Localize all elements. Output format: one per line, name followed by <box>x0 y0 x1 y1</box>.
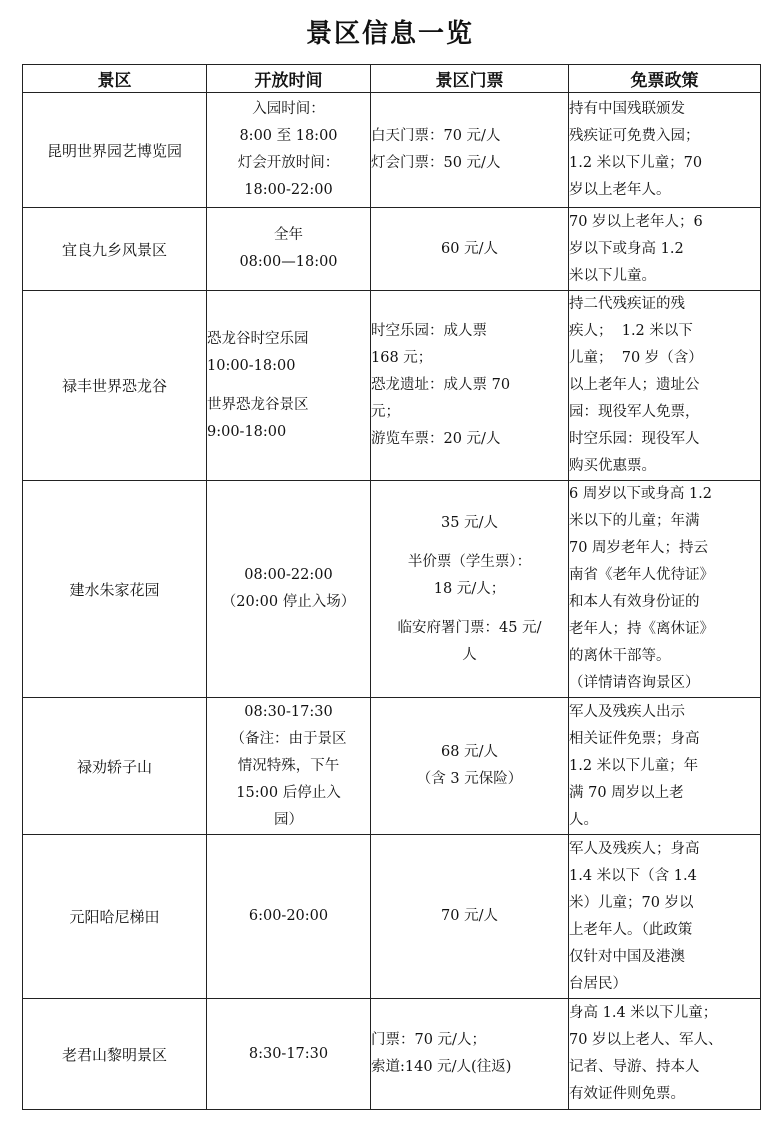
hours-line: 18:00-22:00 <box>244 182 333 198</box>
hours-line: 灯会开放时间： <box>237 155 340 171</box>
header-spot: 景区 <box>23 65 207 93</box>
ticket-cell <box>371 999 569 1110</box>
table-row <box>23 291 761 481</box>
hours-line: 园） <box>274 811 303 828</box>
hours-line: 全年 <box>274 227 303 243</box>
policy-line: 米以下儿童。 <box>569 267 656 284</box>
policy-line: 老年人；持《离休证》 <box>569 621 714 637</box>
ticket-line: 人 <box>462 646 477 663</box>
hours-cell <box>207 698 371 835</box>
policy-line: 和本人有效身份证的 <box>569 594 700 610</box>
header-policy: 免票政策 <box>569 65 761 93</box>
policy-line: 1.2 米以下儿童；70 <box>569 155 703 171</box>
table-row <box>23 835 761 999</box>
policy-line: 南省《老年人优待证》 <box>569 567 714 583</box>
hours-line: 6:00-20:00 <box>248 908 329 924</box>
policy-line: 米）儿童；70 岁以 <box>569 894 694 911</box>
spot-name: 宜良九乡风景区 <box>23 208 207 291</box>
policy-line: 有效证件则免票。 <box>569 1086 685 1102</box>
hours-line: （备注：由于景区 <box>230 730 347 747</box>
policy-line: 相关证件免票；身高 <box>569 730 700 747</box>
ticket-line: 白天门票：70 元/人 <box>371 128 501 144</box>
policy-line: 岁以下或身高 1.2 <box>569 240 684 257</box>
hours-cell <box>207 93 371 208</box>
policy-line: 持有中国残联颁发 <box>569 101 685 117</box>
hours-line: 恐龙谷时空乐园 <box>207 330 309 347</box>
spacer <box>371 537 568 549</box>
spot-name: 禄劝轿子山 <box>23 698 207 835</box>
policy-line: 时空乐园：现役军人 <box>569 431 700 447</box>
ticket-cell <box>371 481 569 698</box>
policy-line: 米以下的儿童；年满 <box>569 513 700 529</box>
policy-line: 70 岁以上老人、军人、 <box>569 1032 723 1048</box>
policy-line: 上老年人。（此政策 <box>569 921 693 938</box>
spacer <box>371 603 568 615</box>
policy-cell <box>569 481 761 698</box>
ticket-cell <box>371 291 569 481</box>
policy-line: 70 周岁老年人；持云 <box>569 540 709 556</box>
table-row <box>23 93 761 208</box>
hours-cell <box>207 835 371 999</box>
page-title: 景区信息一览 <box>305 19 474 49</box>
hours-line: 情况特殊，下午 <box>237 757 340 774</box>
ticket-line: 168 元； <box>371 350 433 366</box>
policy-line: 仅针对中国及港澳 <box>569 948 685 965</box>
policy-cell <box>569 208 761 291</box>
ticket-line: 半价票（学生票）： <box>407 553 532 570</box>
policy-line: 岁以上老年人。 <box>569 182 671 198</box>
scenic-info-table <box>22 64 761 1110</box>
table-row <box>23 698 761 835</box>
ticket-line: 68 元/人 <box>441 744 498 760</box>
hours-cell <box>207 208 371 291</box>
policy-cell <box>569 835 761 999</box>
ticket-line: 18 元/人； <box>433 580 506 597</box>
table-row <box>23 208 761 291</box>
ticket-line: 灯会门票：50 元/人 <box>371 155 501 171</box>
table-row <box>23 481 761 698</box>
policy-line: 6 周岁以下或身高 1.2 <box>569 486 713 502</box>
policy-line: 疾人； 1.2 米以下 <box>569 323 693 339</box>
ticket-line: 恐龙遗址：成人票 70 <box>371 377 511 393</box>
hours-line: 08:00-22:00 <box>244 567 333 583</box>
hours-cell <box>207 999 371 1110</box>
policy-cell <box>569 93 761 208</box>
policy-line: 儿童； 70 岁（含） <box>569 350 703 366</box>
spot-name: 禄丰世界恐龙谷 <box>23 291 207 481</box>
policy-line: 记者、导游、持本人 <box>569 1059 700 1075</box>
policy-line: 残疾证可免费入园； <box>569 128 700 144</box>
ticket-cell <box>371 208 569 291</box>
ticket-line: 70 元/人 <box>441 908 498 924</box>
policy-line: 70 岁以上老年人；6 <box>569 213 703 230</box>
policy-cell <box>569 291 761 481</box>
ticket-line: （含 3 元保险） <box>416 771 523 787</box>
policy-cell <box>569 698 761 835</box>
policy-line: 园：现役军人免票， <box>569 404 700 420</box>
policy-line: 军人及残疾人；身高 <box>569 840 700 857</box>
policy-line: 的离休干部等。 <box>569 648 671 664</box>
table-row <box>23 999 761 1110</box>
hours-line: 08:30-17:30 <box>244 703 333 720</box>
header-ticket: 景区门票 <box>371 65 569 93</box>
hours-line: 08:00—18:00 <box>239 254 338 270</box>
ticket-line: 游览车票：20 元/人 <box>371 431 501 447</box>
policy-line: 人。 <box>569 811 598 828</box>
hours-line: 10:00-18:00 <box>207 357 296 374</box>
ticket-cell <box>371 698 569 835</box>
hours-cell <box>207 481 371 698</box>
spot-name: 建水朱家花园 <box>23 481 207 698</box>
policy-line: 购买优惠票。 <box>569 458 656 474</box>
spacer <box>207 380 370 392</box>
policy-cell <box>569 999 761 1110</box>
hours-line: 8:00 至 18:00 <box>239 128 338 144</box>
hours-line: 世界恐龙谷景区 <box>207 396 309 413</box>
hours-line: （20:00 停止入场） <box>221 594 356 610</box>
ticket-cell <box>371 93 569 208</box>
hours-line: 15:00 后停止入 <box>236 784 341 801</box>
ticket-line: 元； <box>371 404 400 420</box>
policy-line: 身高 1.4 米以下儿童； <box>569 1005 718 1021</box>
policy-line: 1.2 米以下儿童；年 <box>569 757 699 774</box>
ticket-line: 60 元/人 <box>441 240 498 257</box>
header-row <box>23 65 761 93</box>
ticket-line: 35 元/人 <box>441 514 498 531</box>
spot-name: 昆明世界园艺博览园 <box>23 93 207 208</box>
ticket-line: 临安府署门票：45 元/ <box>397 619 542 636</box>
ticket-cell <box>371 835 569 999</box>
policy-line: 以上老年人；遗址公 <box>569 377 700 393</box>
ticket-line: 门票：70 元/人； <box>371 1032 486 1048</box>
policy-line: 满 70 周岁以上老 <box>569 784 684 801</box>
policy-line: 1.4 米以下（含 1.4 <box>569 867 697 884</box>
spot-name: 老君山黎明景区 <box>23 999 207 1110</box>
ticket-line: 时空乐园：成人票 <box>371 323 487 339</box>
spot-name: 元阳哈尼梯田 <box>23 835 207 999</box>
header-hours: 开放时间 <box>207 65 371 93</box>
policy-line: 持二代残疾证的残 <box>569 296 685 312</box>
policy-line: 台居民） <box>569 975 627 992</box>
hours-line: 8:30-17:30 <box>248 1045 329 1062</box>
policy-line: （详情请咨询景区） <box>569 675 700 691</box>
hours-line: 9:00-18:00 <box>207 423 287 440</box>
policy-line: 军人及残疾人出示 <box>569 703 685 720</box>
hours-cell <box>207 291 371 481</box>
ticket-line: 索道:140 元/人(往返) <box>371 1059 512 1075</box>
hours-line: 入园时间： <box>252 101 325 117</box>
